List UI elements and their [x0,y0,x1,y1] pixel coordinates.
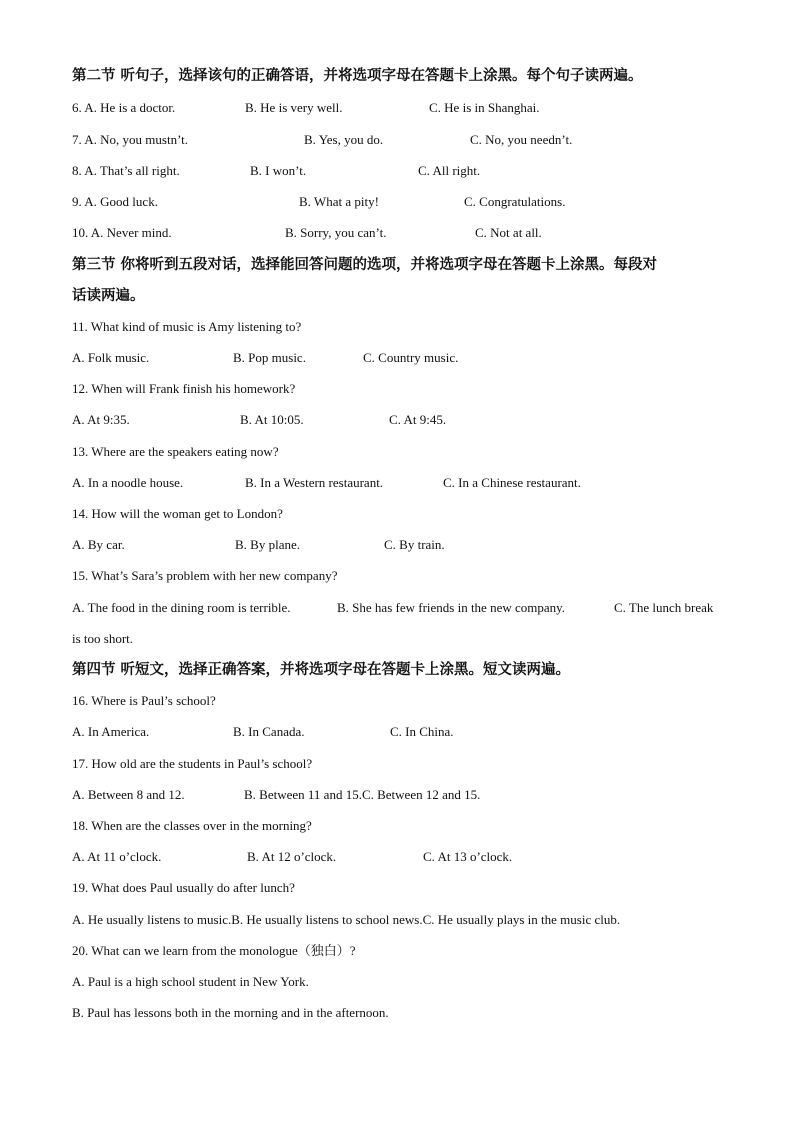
option-b: B. By plane. [235,537,300,552]
question-19-options: A. He usually listens to music.B. He usually listens to school news.C. He usually plays in the music club. [72,912,621,927]
option-c: C. The lunch break [614,600,714,615]
question-11-stem: 11. What kind of music is Amy listening to? [72,319,302,334]
question-14-stem: 14. How will the woman get to London? [72,506,283,521]
option-a: A. By car. [72,537,125,552]
option-c: C. In a Chinese restaurant. [443,475,581,490]
option-b: B. I won’t. [250,163,307,178]
option-a: A. Between 8 and 12. [72,787,185,802]
option-c: C. Not at all. [475,225,542,240]
option-c: C. He is in Shanghai. [429,100,540,115]
option-a: A. Folk music. [72,350,150,365]
question-15-stem: 15. What’s Sara’s problem with her new company? [72,568,338,583]
option-c: C. By train. [384,537,445,552]
option-a: A. The food in the dining room is terrible. [72,600,291,615]
option-b: B. Pop music. [233,350,306,365]
question-20-stem: 20. What can we learn from the monologue（独白）? [72,943,356,958]
question-20-option-b: B. Paul has lessons both in the morning and in the afternoon. [72,1005,389,1020]
option-b: B. In a Western restaurant. [245,475,384,490]
option-a: 6. A. He is a doctor. [72,100,176,115]
option-c: C. No, you needn’t. [470,132,573,147]
option-c: C. All right. [418,163,481,178]
question-15-option-c-continued: is too short. [72,631,134,646]
option-b: B. Sorry, you can’t. [285,225,387,240]
question-13-stem: 13. Where are the speakers eating now? [72,444,279,459]
section-2-heading: 第二节 听句子，选择该句的正确答语，并将选项字母在答题卡上涂黑。每个句子读两遍。 [72,68,643,84]
option-c: C. In China. [390,724,454,739]
option-a: A. In a noodle house. [72,475,184,490]
question-20-option-a: A. Paul is a high school student in New York. [72,974,309,989]
option-a: 9. A. Good luck. [72,194,158,209]
question-18-stem: 18. When are the classes over in the morning? [72,818,312,833]
option-a: A. At 9:35. [72,412,130,427]
option-b: B. Yes, you do. [304,132,384,147]
option-b-c: B. Between 11 and 15.C. Between 12 and 15. [244,787,481,802]
option-a: 7. A. No, you mustn’t. [72,132,189,147]
option-c: C. At 13 o’clock. [423,849,513,864]
section-3-heading-line-1: 第三节 你将听到五段对话，选择能回答问题的选项，并将选项字母在答题卡上涂黑。每段对 [72,257,658,273]
option-a: 10. A. Never mind. [72,225,172,240]
question-17-stem: 17. How old are the students in Paul’s school? [72,756,313,771]
option-b: B. She has few friends in the new company. [337,600,566,615]
option-c: C. Congratulations. [464,194,566,209]
option-b: B. At 10:05. [240,412,304,427]
option-b: B. He is very well. [245,100,343,115]
option-a: 8. A. That’s all right. [72,163,180,178]
option-a: A. In America. [72,724,150,739]
question-19-stem: 19. What does Paul usually do after lunch? [72,880,295,895]
option-c: C. At 9:45. [389,412,447,427]
option-b: B. In Canada. [233,724,305,739]
section-3-heading-line-2: 话读两遍。 [72,288,145,304]
option-c: C. Country music. [363,350,459,365]
option-b: B. What a pity! [299,194,379,209]
question-16-stem: 16. Where is Paul’s school? [72,693,216,708]
option-b: B. At 12 o’clock. [247,849,337,864]
question-12-stem: 12. When will Frank finish his homework? [72,381,296,396]
option-a: A. At 11 o’clock. [72,849,162,864]
section-4-heading: 第四节 听短文，选择正确答案，并将选项字母在答题卡上涂黑。短文读两遍。 [72,662,571,678]
